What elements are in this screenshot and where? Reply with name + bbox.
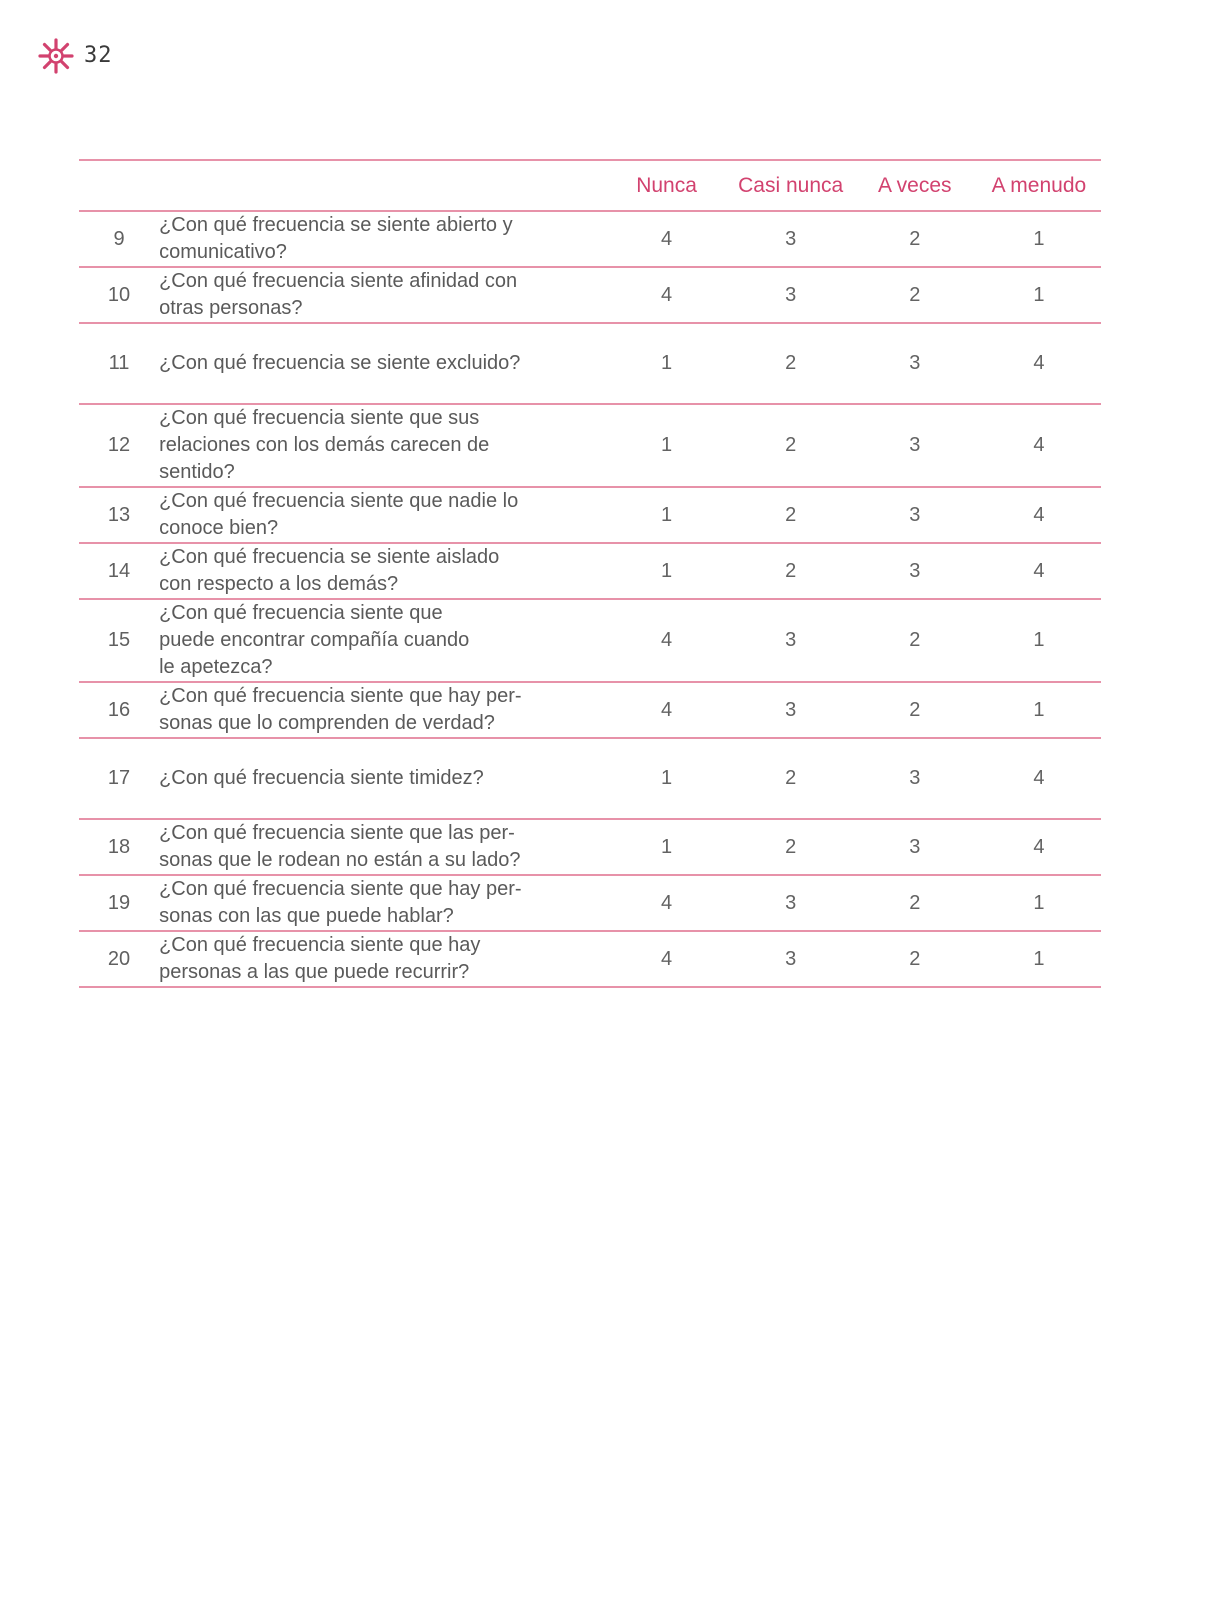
score-casi-nunca: 3 <box>729 875 853 931</box>
score-a-veces: 3 <box>853 323 977 404</box>
item-question: ¿Con qué frecuencia siente que hay per- sonas con las que puede hablar? <box>159 875 604 931</box>
item-number: 14 <box>79 543 159 599</box>
score-casi-nunca: 2 <box>729 323 853 404</box>
score-casi-nunca: 3 <box>729 267 853 323</box>
score-a-menudo: 1 <box>977 599 1101 682</box>
score-nunca: 4 <box>605 211 729 267</box>
score-a-veces: 2 <box>853 211 977 267</box>
table-row <box>79 487 1101 543</box>
score-nunca: 1 <box>605 404 729 487</box>
table-row <box>79 875 1101 931</box>
table-row <box>79 323 1101 404</box>
item-number: 12 <box>79 404 159 487</box>
item-question: ¿Con qué frecuencia se siente abierto y comunicativo? <box>159 211 604 267</box>
score-a-menudo: 1 <box>977 682 1101 738</box>
item-number: 13 <box>79 487 159 543</box>
item-question: ¿Con qué frecuencia siente afinidad con otras personas? <box>159 267 604 323</box>
score-a-veces: 3 <box>853 738 977 819</box>
score-nunca: 4 <box>605 875 729 931</box>
score-a-veces: 3 <box>853 819 977 875</box>
score-casi-nunca: 2 <box>729 487 853 543</box>
item-question: ¿Con qué frecuencia siente que hay personas a las que puede recurrir? <box>159 931 604 987</box>
score-casi-nunca: 2 <box>729 819 853 875</box>
score-casi-nunca: 3 <box>729 599 853 682</box>
score-a-menudo: 1 <box>977 267 1101 323</box>
score-casi-nunca: 2 <box>729 404 853 487</box>
item-number: 19 <box>79 875 159 931</box>
score-casi-nunca: 3 <box>729 931 853 987</box>
score-a-veces: 3 <box>853 487 977 543</box>
item-number: 17 <box>79 738 159 819</box>
score-a-veces: 2 <box>853 599 977 682</box>
table-row <box>79 404 1101 487</box>
table-header-row <box>79 160 1101 211</box>
table-row <box>79 543 1101 599</box>
score-a-veces: 3 <box>853 543 977 599</box>
score-a-veces: 2 <box>853 267 977 323</box>
table-row <box>79 819 1101 875</box>
item-question: ¿Con qué frecuencia se siente aislado con respecto a los demás? <box>159 543 604 599</box>
loneliness-scale-table <box>79 159 1101 988</box>
header-a-veces: A veces <box>853 160 977 211</box>
score-nunca: 4 <box>605 931 729 987</box>
score-a-menudo: 1 <box>977 875 1101 931</box>
item-number: 9 <box>79 211 159 267</box>
table-row <box>79 738 1101 819</box>
item-question: ¿Con qué frecuencia siente que sus relaciones con los demás carecen de sentido? <box>159 404 604 487</box>
item-number: 16 <box>79 682 159 738</box>
header-casi-nunca: Casi nunca <box>729 160 853 211</box>
header-question <box>159 160 604 211</box>
page-header <box>38 38 113 74</box>
item-number: 18 <box>79 819 159 875</box>
score-casi-nunca: 2 <box>729 738 853 819</box>
header-number <box>79 160 159 211</box>
score-nunca: 1 <box>605 738 729 819</box>
table-row <box>79 682 1101 738</box>
score-a-menudo: 1 <box>977 931 1101 987</box>
score-nunca: 4 <box>605 599 729 682</box>
score-a-veces: 2 <box>853 875 977 931</box>
score-a-menudo: 4 <box>977 738 1101 819</box>
item-question: ¿Con qué frecuencia siente que hay per- sonas que lo comprenden de verdad? <box>159 682 604 738</box>
score-a-menudo: 4 <box>977 487 1101 543</box>
header-nunca: Nunca <box>605 160 729 211</box>
item-question: ¿Con qué frecuencia siente que las per- sonas que le rodean no están a su lado? <box>159 819 604 875</box>
item-question: ¿Con qué frecuencia se siente excluido? <box>159 323 604 404</box>
header-a-menudo: A menudo <box>977 160 1101 211</box>
item-number: 15 <box>79 599 159 682</box>
item-question: ¿Con qué frecuencia siente que puede encontrar compañía cuando le apetezca? <box>159 599 604 682</box>
score-a-menudo: 1 <box>977 211 1101 267</box>
item-question: ¿Con qué frecuencia siente timidez? <box>159 738 604 819</box>
score-a-menudo: 4 <box>977 543 1101 599</box>
item-number: 11 <box>79 323 159 404</box>
score-casi-nunca: 2 <box>729 543 853 599</box>
score-nunca: 1 <box>605 323 729 404</box>
score-a-veces: 2 <box>853 682 977 738</box>
item-number: 10 <box>79 267 159 323</box>
table-row <box>79 931 1101 987</box>
score-nunca: 1 <box>605 543 729 599</box>
page-number: 32 <box>84 42 113 68</box>
table-row <box>79 599 1101 682</box>
item-question: ¿Con qué frecuencia siente que nadie lo conoce bien? <box>159 487 604 543</box>
score-a-menudo: 4 <box>977 323 1101 404</box>
table-row <box>79 267 1101 323</box>
score-nunca: 1 <box>605 819 729 875</box>
score-casi-nunca: 3 <box>729 211 853 267</box>
asterisk-flower-icon <box>38 38 74 74</box>
table-row <box>79 211 1101 267</box>
score-nunca: 4 <box>605 267 729 323</box>
score-a-menudo: 4 <box>977 819 1101 875</box>
score-a-menudo: 4 <box>977 404 1101 487</box>
score-nunca: 4 <box>605 682 729 738</box>
score-nunca: 1 <box>605 487 729 543</box>
score-a-veces: 2 <box>853 931 977 987</box>
score-a-veces: 3 <box>853 404 977 487</box>
item-number: 20 <box>79 931 159 987</box>
score-casi-nunca: 3 <box>729 682 853 738</box>
